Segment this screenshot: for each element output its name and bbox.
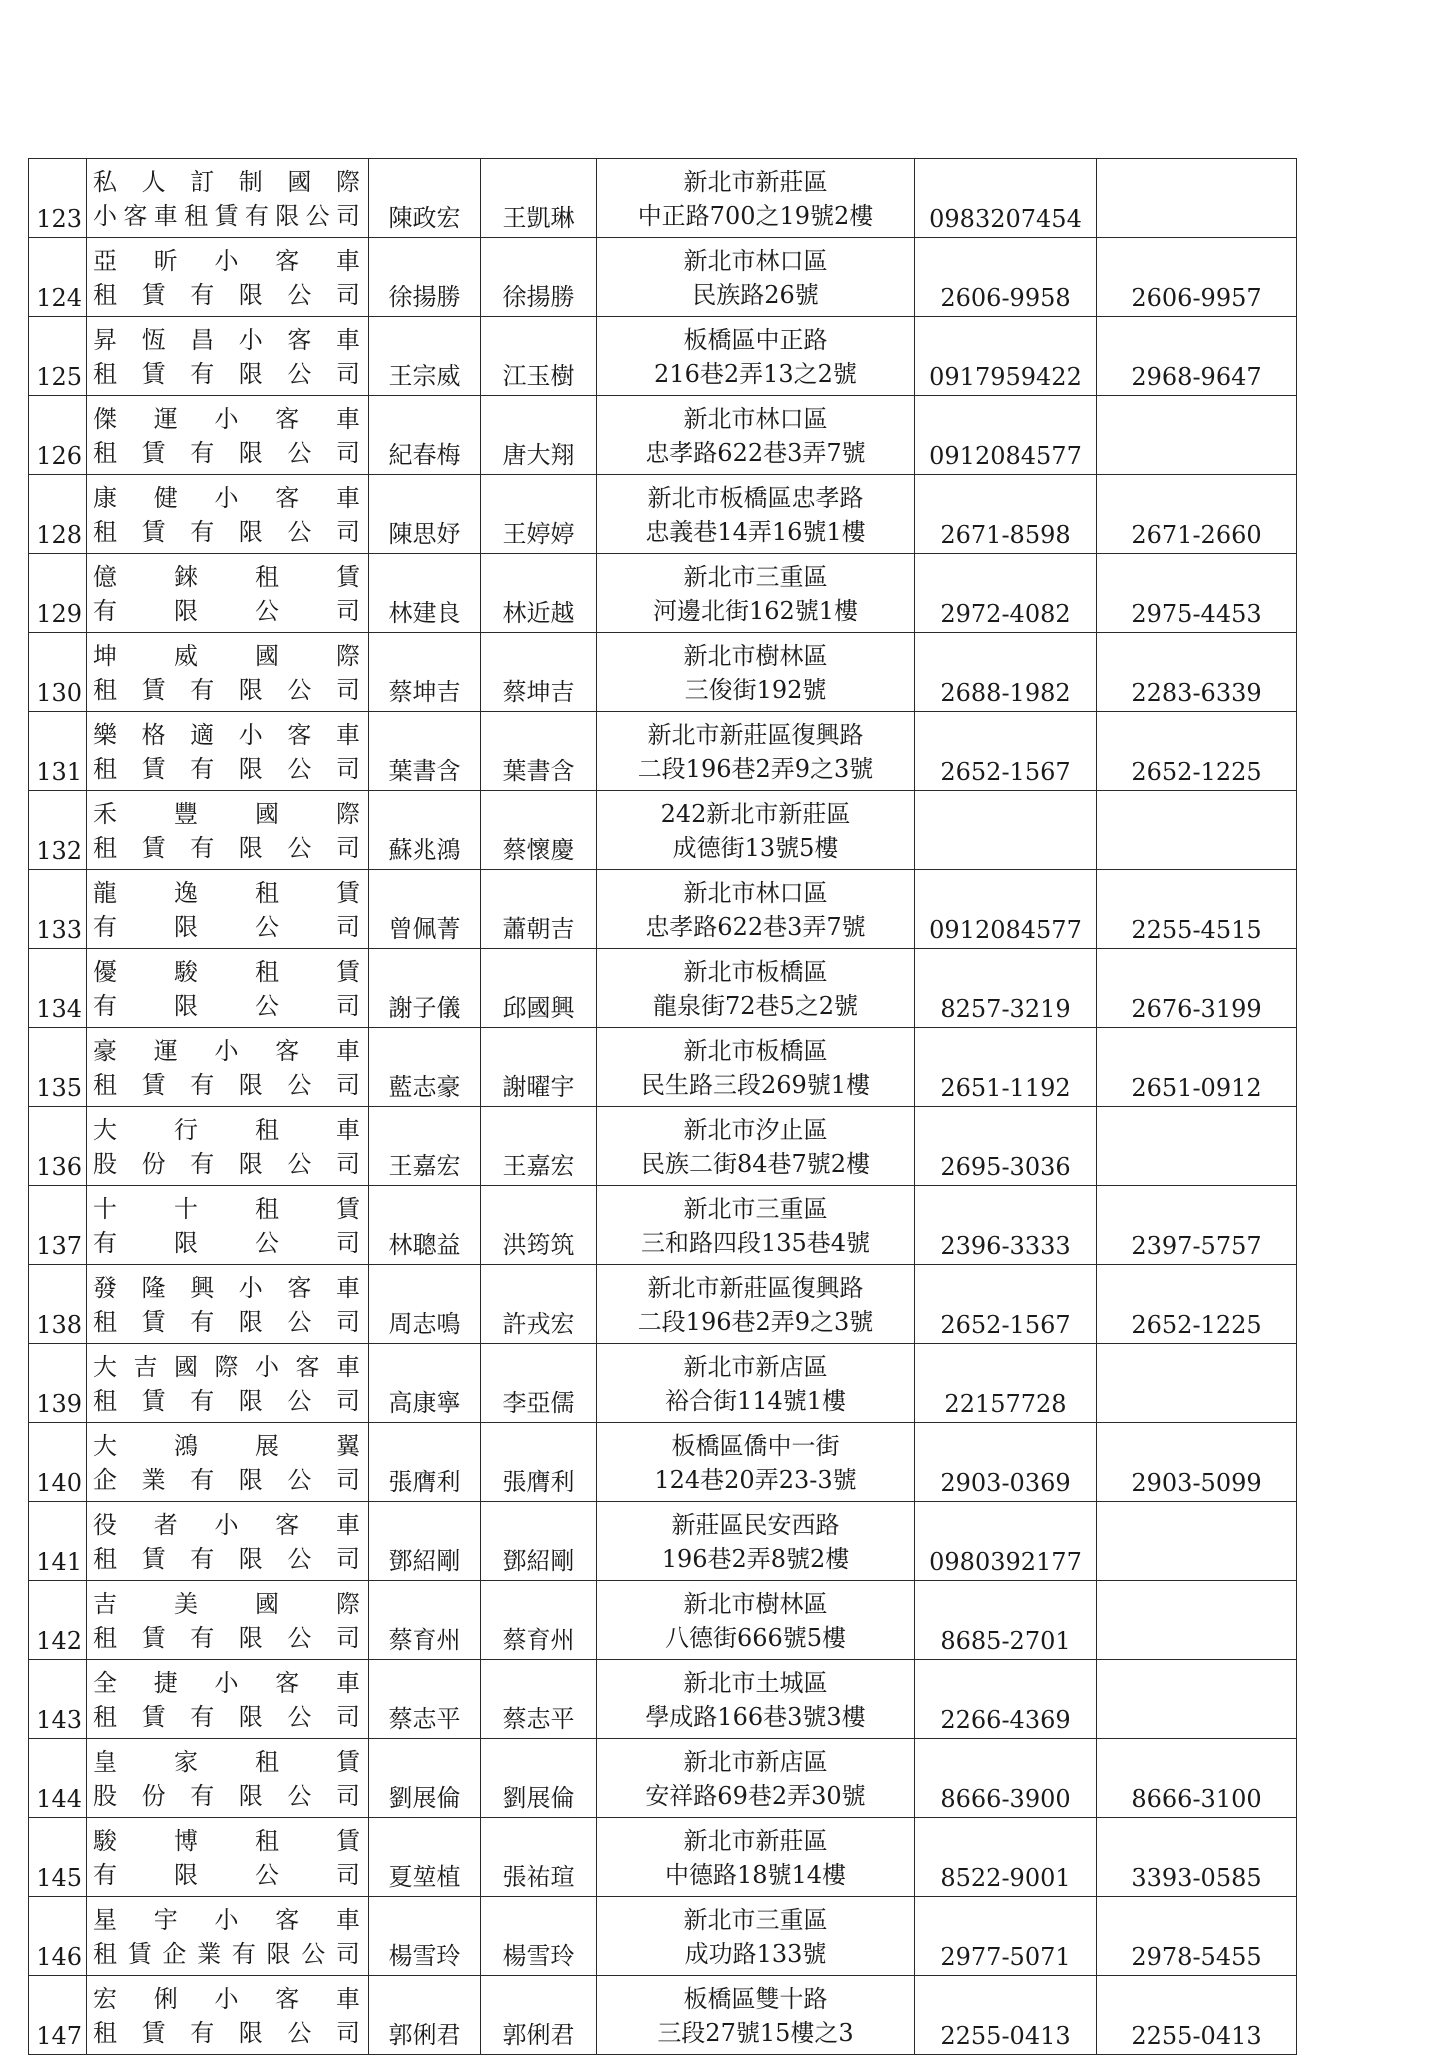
address-line: 忠孝路622巷3弄7號 bbox=[645, 439, 866, 467]
address-line: 新北市林口區 bbox=[683, 405, 828, 433]
table-row bbox=[29, 317, 1297, 396]
company-name-line: 租 賃 有 限 公 司 bbox=[93, 281, 360, 309]
row-number: 142 bbox=[29, 1581, 87, 1660]
address bbox=[597, 1818, 915, 1897]
representative: 葉書含 bbox=[369, 712, 481, 791]
table-row bbox=[29, 712, 1297, 791]
company-name-line: 租 賃 有 限 公 司 bbox=[93, 1387, 360, 1415]
manager: 洪筠筑 bbox=[481, 1186, 597, 1265]
phone-number: 2688-1982 bbox=[915, 633, 1097, 712]
company-name-line: 皇 家 租 賃 bbox=[93, 1748, 360, 1776]
company-name-line: 吉 美 國 際 bbox=[93, 1590, 360, 1618]
representative: 蘇兆鴻 bbox=[369, 791, 481, 870]
fax-number: 2968-9647 bbox=[1097, 317, 1297, 396]
address bbox=[597, 396, 915, 475]
address-line: 196巷2弄8號2樓 bbox=[661, 1545, 850, 1573]
company-name-line: 租 賃 有 限 公 司 bbox=[93, 1545, 360, 1573]
fax-number: 2397-5757 bbox=[1097, 1186, 1297, 1265]
phone-number: 8257-3219 bbox=[915, 949, 1097, 1028]
address-line: 二段196巷2弄9之3號 bbox=[637, 1308, 874, 1336]
fax-number: 2651-0912 bbox=[1097, 1028, 1297, 1107]
phone-number: 8685-2701 bbox=[915, 1581, 1097, 1660]
company-name bbox=[87, 317, 369, 396]
phone-number: 2396-3333 bbox=[915, 1186, 1097, 1265]
table-row bbox=[29, 1897, 1297, 1976]
address-line: 新北市板橋區 bbox=[683, 1037, 828, 1065]
address-line: 板橋區中正路 bbox=[683, 326, 828, 354]
company-name bbox=[87, 633, 369, 712]
company-name-line: 星 宇 小 客 車 bbox=[93, 1906, 360, 1934]
manager: 劉展倫 bbox=[481, 1739, 597, 1818]
manager: 蔡志平 bbox=[481, 1660, 597, 1739]
manager: 唐大翔 bbox=[481, 396, 597, 475]
address-line: 裕合街114號1樓 bbox=[664, 1387, 847, 1415]
address bbox=[597, 159, 915, 238]
company-name-line: 小 客 車 租 賃 有 限 公 司 bbox=[93, 202, 360, 230]
company-name-line: 全 捷 小 客 車 bbox=[93, 1669, 360, 1697]
company-name-line: 有 限 公 司 bbox=[93, 992, 360, 1020]
company-name bbox=[87, 1186, 369, 1265]
address-line: 242新北市新莊區 bbox=[660, 800, 851, 828]
representative: 藍志豪 bbox=[369, 1028, 481, 1107]
company-name bbox=[87, 712, 369, 791]
rental-company-table bbox=[28, 158, 1297, 2055]
address bbox=[597, 870, 915, 949]
company-name bbox=[87, 1976, 369, 2055]
representative: 劉展倫 bbox=[369, 1739, 481, 1818]
table-row bbox=[29, 1344, 1297, 1423]
fax-number: 2671-2660 bbox=[1097, 475, 1297, 554]
representative: 周志鳴 bbox=[369, 1265, 481, 1344]
address-line: 新北市新莊區 bbox=[683, 168, 828, 196]
company-name bbox=[87, 1423, 369, 1502]
row-number: 136 bbox=[29, 1107, 87, 1186]
fax-number bbox=[1097, 791, 1297, 870]
representative: 張膺利 bbox=[369, 1423, 481, 1502]
address-line: 新北市板橋區忠孝路 bbox=[647, 484, 864, 512]
manager: 王嘉宏 bbox=[481, 1107, 597, 1186]
phone-number: 2266-4369 bbox=[915, 1660, 1097, 1739]
manager: 許戎宏 bbox=[481, 1265, 597, 1344]
address bbox=[597, 1976, 915, 2055]
address bbox=[597, 554, 915, 633]
fax-number: 2283-6339 bbox=[1097, 633, 1297, 712]
manager: 李亞儒 bbox=[481, 1344, 597, 1423]
phone-number: 2255-0413 bbox=[915, 1976, 1097, 2055]
phone-number: 2671-8598 bbox=[915, 475, 1097, 554]
phone-number: 2972-4082 bbox=[915, 554, 1097, 633]
address-line: 民族二街84巷7號2樓 bbox=[640, 1150, 871, 1178]
table-row bbox=[29, 949, 1297, 1028]
manager: 鄧紹剛 bbox=[481, 1502, 597, 1581]
company-name bbox=[87, 238, 369, 317]
company-name bbox=[87, 1739, 369, 1818]
table-row bbox=[29, 1265, 1297, 1344]
row-number: 143 bbox=[29, 1660, 87, 1739]
representative: 夏堃植 bbox=[369, 1818, 481, 1897]
representative: 林建良 bbox=[369, 554, 481, 633]
address bbox=[597, 791, 915, 870]
table-row bbox=[29, 870, 1297, 949]
address-line: 216巷2弄13之2號 bbox=[654, 360, 857, 388]
address-line: 忠義巷14弄16號1樓 bbox=[645, 518, 866, 546]
company-name bbox=[87, 791, 369, 870]
company-name bbox=[87, 1502, 369, 1581]
company-name-line: 有 限 公 司 bbox=[93, 1861, 360, 1889]
manager: 林近越 bbox=[481, 554, 597, 633]
company-name-line: 有 限 公 司 bbox=[93, 913, 360, 941]
company-name-line: 租 賃 有 限 公 司 bbox=[93, 834, 360, 862]
address bbox=[597, 1502, 915, 1581]
phone-number: 2652-1567 bbox=[915, 712, 1097, 791]
address-line: 新莊區民安西路 bbox=[671, 1511, 840, 1539]
address bbox=[597, 1897, 915, 1976]
company-name-line: 豪 運 小 客 車 bbox=[93, 1037, 360, 1065]
company-name-line: 租 賃 有 限 公 司 bbox=[93, 676, 360, 704]
fax-number: 2255-0413 bbox=[1097, 1976, 1297, 2055]
phone-number: 22157728 bbox=[915, 1344, 1097, 1423]
representative: 蔡志平 bbox=[369, 1660, 481, 1739]
address-line: 新北市新莊區復興路 bbox=[647, 721, 864, 749]
manager: 蔡懷慶 bbox=[481, 791, 597, 870]
company-name bbox=[87, 1028, 369, 1107]
fax-number: 2903-5099 bbox=[1097, 1423, 1297, 1502]
table-row bbox=[29, 1976, 1297, 2055]
representative: 謝子儀 bbox=[369, 949, 481, 1028]
row-number: 130 bbox=[29, 633, 87, 712]
fax-number: 2978-5455 bbox=[1097, 1897, 1297, 1976]
phone-number: 2977-5071 bbox=[915, 1897, 1097, 1976]
address-line: 124巷20弄23-3號 bbox=[654, 1466, 857, 1494]
address bbox=[597, 1660, 915, 1739]
company-name-line: 有 限 公 司 bbox=[93, 597, 360, 625]
manager: 王凱琳 bbox=[481, 159, 597, 238]
row-number: 124 bbox=[29, 238, 87, 317]
table-row bbox=[29, 1423, 1297, 1502]
address-line: 八德街666號5樓 bbox=[664, 1624, 847, 1652]
company-name bbox=[87, 1818, 369, 1897]
row-number: 141 bbox=[29, 1502, 87, 1581]
table-row bbox=[29, 1502, 1297, 1581]
address bbox=[597, 633, 915, 712]
company-name bbox=[87, 1897, 369, 1976]
table-row bbox=[29, 1818, 1297, 1897]
address bbox=[597, 1344, 915, 1423]
manager: 謝曜宇 bbox=[481, 1028, 597, 1107]
fax-number: 2255-4515 bbox=[1097, 870, 1297, 949]
company-name-line: 亞 昕 小 客 車 bbox=[93, 247, 360, 275]
address-line: 成功路133號 bbox=[684, 1940, 827, 1968]
company-name-line: 駿 博 租 賃 bbox=[93, 1827, 360, 1855]
address-line: 新北市新店區 bbox=[683, 1353, 828, 1381]
address-line: 中正路700之19號2樓 bbox=[637, 202, 874, 230]
address-line: 新北市三重區 bbox=[683, 563, 828, 591]
company-name-line: 役 者 小 客 車 bbox=[93, 1511, 360, 1539]
company-name-line: 股 份 有 限 公 司 bbox=[93, 1150, 360, 1178]
fax-number: 2975-4453 bbox=[1097, 554, 1297, 633]
company-name bbox=[87, 949, 369, 1028]
company-name-line: 大 行 租 車 bbox=[93, 1116, 360, 1144]
row-number: 133 bbox=[29, 870, 87, 949]
phone-number: 2903-0369 bbox=[915, 1423, 1097, 1502]
table-row bbox=[29, 633, 1297, 712]
table-row bbox=[29, 791, 1297, 870]
table-row bbox=[29, 396, 1297, 475]
company-name bbox=[87, 1344, 369, 1423]
row-number: 146 bbox=[29, 1897, 87, 1976]
address bbox=[597, 317, 915, 396]
address-line: 三俊街192號 bbox=[684, 676, 827, 704]
phone-number: 0983207454 bbox=[915, 159, 1097, 238]
company-name bbox=[87, 554, 369, 633]
phone-number: 0912084577 bbox=[915, 396, 1097, 475]
address-line: 新北市林口區 bbox=[683, 247, 828, 275]
company-name-line: 租 賃 企 業 有 限 公 司 bbox=[93, 1940, 360, 1968]
company-name-line: 私 人 訂 制 國 際 bbox=[93, 168, 360, 196]
address-line: 新北市新店區 bbox=[683, 1748, 828, 1776]
company-name-line: 租 賃 有 限 公 司 bbox=[93, 2019, 360, 2047]
fax-number: 2676-3199 bbox=[1097, 949, 1297, 1028]
company-name-line: 租 賃 有 限 公 司 bbox=[93, 1308, 360, 1336]
row-number: 123 bbox=[29, 159, 87, 238]
address-line: 安祥路69巷2弄30號 bbox=[645, 1782, 866, 1810]
manager: 楊雪玲 bbox=[481, 1897, 597, 1976]
address bbox=[597, 1581, 915, 1660]
table-row bbox=[29, 1739, 1297, 1818]
company-name-line: 有 限 公 司 bbox=[93, 1229, 360, 1257]
company-name-line: 坤 威 國 際 bbox=[93, 642, 360, 670]
fax-number: 3393-0585 bbox=[1097, 1818, 1297, 1897]
address-line: 民族路26號 bbox=[692, 281, 819, 309]
company-name bbox=[87, 1581, 369, 1660]
fax-number bbox=[1097, 396, 1297, 475]
table-row bbox=[29, 159, 1297, 238]
fax-number bbox=[1097, 1660, 1297, 1739]
phone-number: 0912084577 bbox=[915, 870, 1097, 949]
row-number: 131 bbox=[29, 712, 87, 791]
manager: 蔡坤吉 bbox=[481, 633, 597, 712]
address-line: 成德街13號5樓 bbox=[672, 834, 839, 862]
company-name bbox=[87, 159, 369, 238]
representative: 紀春梅 bbox=[369, 396, 481, 475]
company-name bbox=[87, 1107, 369, 1186]
manager: 邱國興 bbox=[481, 949, 597, 1028]
representative: 王宗威 bbox=[369, 317, 481, 396]
company-name-line: 昇 恆 昌 小 客 車 bbox=[93, 326, 360, 354]
table-row bbox=[29, 1581, 1297, 1660]
company-name-line: 租 賃 有 限 公 司 bbox=[93, 439, 360, 467]
company-name-line: 禾 豐 國 際 bbox=[93, 800, 360, 828]
company-name-line: 租 賃 有 限 公 司 bbox=[93, 1624, 360, 1652]
phone-number: 2695-3036 bbox=[915, 1107, 1097, 1186]
company-name-line: 租 賃 有 限 公 司 bbox=[93, 1703, 360, 1731]
representative: 蔡育州 bbox=[369, 1581, 481, 1660]
company-name bbox=[87, 396, 369, 475]
phone-number: 2606-9958 bbox=[915, 238, 1097, 317]
company-name-line: 龍 逸 租 賃 bbox=[93, 879, 360, 907]
address bbox=[597, 475, 915, 554]
company-name bbox=[87, 475, 369, 554]
representative: 林聰益 bbox=[369, 1186, 481, 1265]
representative: 楊雪玲 bbox=[369, 1897, 481, 1976]
company-name-line: 租 賃 有 限 公 司 bbox=[93, 1071, 360, 1099]
manager: 張祐瑄 bbox=[481, 1818, 597, 1897]
company-name-line: 億 錸 租 賃 bbox=[93, 563, 360, 591]
phone-number: 0917959422 bbox=[915, 317, 1097, 396]
row-number: 129 bbox=[29, 554, 87, 633]
manager: 葉書含 bbox=[481, 712, 597, 791]
representative: 郭俐君 bbox=[369, 1976, 481, 2055]
address-line: 新北市板橋區 bbox=[683, 958, 828, 986]
phone-number: 8522-9001 bbox=[915, 1818, 1097, 1897]
company-name bbox=[87, 870, 369, 949]
address-line: 新北市新莊區復興路 bbox=[647, 1274, 864, 1302]
address-line: 新北市土城區 bbox=[683, 1669, 828, 1697]
company-name-line: 傑 運 小 客 車 bbox=[93, 405, 360, 433]
address-line: 忠孝路622巷3弄7號 bbox=[645, 913, 866, 941]
company-name-line: 租 賃 有 限 公 司 bbox=[93, 360, 360, 388]
company-name-line: 十 十 租 賃 bbox=[93, 1195, 360, 1223]
address bbox=[597, 1265, 915, 1344]
address bbox=[597, 1186, 915, 1265]
phone-number: 0980392177 bbox=[915, 1502, 1097, 1581]
representative: 鄧紹剛 bbox=[369, 1502, 481, 1581]
address-line: 板橋區僑中一街 bbox=[671, 1432, 840, 1460]
company-name-line: 企 業 有 限 公 司 bbox=[93, 1466, 360, 1494]
fax-number bbox=[1097, 159, 1297, 238]
manager: 王婷婷 bbox=[481, 475, 597, 554]
representative: 王嘉宏 bbox=[369, 1107, 481, 1186]
row-number: 128 bbox=[29, 475, 87, 554]
row-number: 137 bbox=[29, 1186, 87, 1265]
row-number: 145 bbox=[29, 1818, 87, 1897]
row-number: 144 bbox=[29, 1739, 87, 1818]
manager: 江玉樹 bbox=[481, 317, 597, 396]
company-name bbox=[87, 1265, 369, 1344]
table-row bbox=[29, 238, 1297, 317]
table-row bbox=[29, 1660, 1297, 1739]
representative: 蔡坤吉 bbox=[369, 633, 481, 712]
address bbox=[597, 949, 915, 1028]
fax-number: 8666-3100 bbox=[1097, 1739, 1297, 1818]
fax-number: 2652-1225 bbox=[1097, 1265, 1297, 1344]
representative: 高康寧 bbox=[369, 1344, 481, 1423]
company-name-line: 發 隆 興 小 客 車 bbox=[93, 1274, 360, 1302]
row-number: 125 bbox=[29, 317, 87, 396]
representative: 徐揚勝 bbox=[369, 238, 481, 317]
manager: 張膺利 bbox=[481, 1423, 597, 1502]
row-number: 147 bbox=[29, 1976, 87, 2055]
company-name-line: 租 賃 有 限 公 司 bbox=[93, 755, 360, 783]
row-number: 126 bbox=[29, 396, 87, 475]
table-row bbox=[29, 554, 1297, 633]
address-line: 二段196巷2弄9之3號 bbox=[637, 755, 874, 783]
table-row bbox=[29, 1028, 1297, 1107]
address-line: 新北市樹林區 bbox=[683, 1590, 828, 1618]
company-name-line: 樂 格 適 小 客 車 bbox=[93, 721, 360, 749]
company-name-line: 康 健 小 客 車 bbox=[93, 484, 360, 512]
company-name-line: 優 駿 租 賃 bbox=[93, 958, 360, 986]
company-name-line: 租 賃 有 限 公 司 bbox=[93, 518, 360, 546]
address bbox=[597, 1107, 915, 1186]
address bbox=[597, 238, 915, 317]
representative: 陳政宏 bbox=[369, 159, 481, 238]
phone-number bbox=[915, 791, 1097, 870]
company-name bbox=[87, 1660, 369, 1739]
address-line: 河邊北街162號1樓 bbox=[652, 597, 859, 625]
row-number: 138 bbox=[29, 1265, 87, 1344]
fax-number bbox=[1097, 1107, 1297, 1186]
fax-number bbox=[1097, 1581, 1297, 1660]
manager: 蔡育州 bbox=[481, 1581, 597, 1660]
company-name-line: 股 份 有 限 公 司 bbox=[93, 1782, 360, 1810]
address-line: 新北市三重區 bbox=[683, 1906, 828, 1934]
address-line: 學成路166巷3號3樓 bbox=[645, 1703, 866, 1731]
phone-number: 2651-1192 bbox=[915, 1028, 1097, 1107]
address-line: 中德路18號14樓 bbox=[664, 1861, 847, 1889]
company-name-line: 宏 俐 小 客 車 bbox=[93, 1985, 360, 2013]
address-line: 新北市三重區 bbox=[683, 1195, 828, 1223]
manager: 徐揚勝 bbox=[481, 238, 597, 317]
representative: 陳思妤 bbox=[369, 475, 481, 554]
fax-number: 2652-1225 bbox=[1097, 712, 1297, 791]
address bbox=[597, 1423, 915, 1502]
row-number: 139 bbox=[29, 1344, 87, 1423]
row-number: 134 bbox=[29, 949, 87, 1028]
fax-number bbox=[1097, 1502, 1297, 1581]
company-name-line: 大 鴻 展 翼 bbox=[93, 1432, 360, 1460]
address-line: 三和路四段135巷4號 bbox=[640, 1229, 871, 1257]
address-line: 新北市樹林區 bbox=[683, 642, 828, 670]
phone-number: 2652-1567 bbox=[915, 1265, 1097, 1344]
fax-number: 2606-9957 bbox=[1097, 238, 1297, 317]
company-name-line: 大 吉 國 際 小 客 車 bbox=[93, 1353, 360, 1381]
table-row bbox=[29, 1107, 1297, 1186]
row-number: 132 bbox=[29, 791, 87, 870]
table-row bbox=[29, 475, 1297, 554]
manager: 郭俐君 bbox=[481, 1976, 597, 2055]
address bbox=[597, 1739, 915, 1818]
address bbox=[597, 1028, 915, 1107]
address bbox=[597, 712, 915, 791]
address-line: 新北市汐止區 bbox=[683, 1116, 828, 1144]
address-line: 龍泉街72巷5之2號 bbox=[652, 992, 859, 1020]
address-line: 民生路三段269號1樓 bbox=[640, 1071, 871, 1099]
representative: 曾佩菁 bbox=[369, 870, 481, 949]
address-line: 板橋區雙十路 bbox=[683, 1985, 828, 2013]
address-line: 三段27號15樓之3 bbox=[657, 2019, 854, 2047]
phone-number: 8666-3900 bbox=[915, 1739, 1097, 1818]
row-number: 135 bbox=[29, 1028, 87, 1107]
address-line: 新北市林口區 bbox=[683, 879, 828, 907]
table-row bbox=[29, 1186, 1297, 1265]
manager: 蕭朝吉 bbox=[481, 870, 597, 949]
fax-number bbox=[1097, 1344, 1297, 1423]
address-line: 新北市新莊區 bbox=[683, 1827, 828, 1855]
row-number: 140 bbox=[29, 1423, 87, 1502]
